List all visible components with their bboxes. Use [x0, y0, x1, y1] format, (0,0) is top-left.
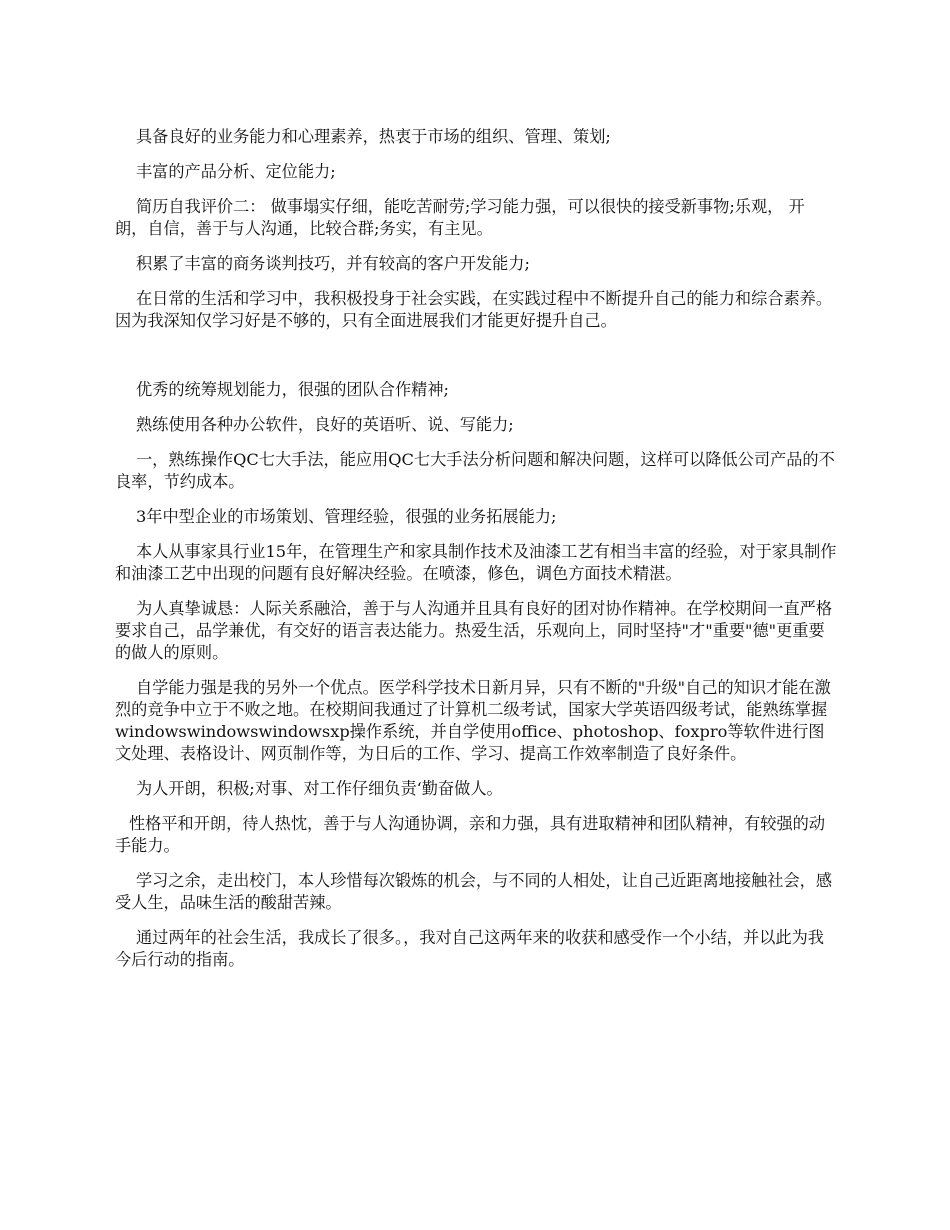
paragraph: 本人从事家具行业15年，在管理生产和家具制作技术及油漆工艺有相当丰富的经验，对于家具制作和油漆工艺中出现的问题有良好解决经验。在喷漆，修色，调色方面技术精湛。 — [115, 542, 837, 583]
paragraph: 积累了丰富的商务谈判技巧，并有较高的客户开发能力; — [136, 254, 530, 273]
paragraph: 3年中型企业的市场策划、管理经验，很强的业务拓展能力; — [136, 507, 557, 526]
paragraph: 为人真挚诚恳：人际关系融洽，善于与人沟通并且具有良好的团对协作精神。在学校期间一直严格要求自己，品学兼优，有交好的语言表达能力。热爱生活，乐观向上，同时坚持"才"重要"德"更重要的做人的原则。 — [115, 599, 833, 662]
document-body — [115, 126, 837, 984]
paragraph: 简历自我评价二： 做事塌实仔细，能吃苦耐劳;学习能力强，可以很快的接受新事物;乐观， 开朗，自信，善于与人沟通，比较合群;务实，有主见。 — [115, 197, 805, 238]
paragraph: 性格平和开朗，待人热忱，善于与人沟通协调，亲和力强，具有进取精神和团队精神，有较强的动手能力。 — [115, 814, 826, 855]
paragraph: 熟练使用各种办公软件，良好的英语听、说、写能力; — [136, 415, 514, 434]
paragraph: 一，熟练操作QC七大手法，能应用QC七大手法分析问题和解决问题，这样可以降低公司产品的不良率，节约成本。 — [115, 450, 835, 491]
paragraph: 学习之余，走出校门，本人珍惜每次锻炼的机会，与不同的人相处，让自己近距离地接触社会，感受人生，品味生活的酸甜苦辣。 — [115, 871, 833, 912]
section-gap — [115, 345, 837, 379]
paragraph: 自学能力强是我的另外一个优点。医学科学技术日新月异，只有不断的"升级"自己的知识才能在激烈的竞争中立于不败之地。在校期间我通过了计算机二级考试，国家大学英语四级考试，能熟练掌握windowswindowswindowsxp操作系统，并自学使用office、photoshop、foxpro等软件进行图文处理、表格设计、网页制作等，为日后的工作、学习、提高工作效率制造了良好条件。 — [115, 678, 831, 763]
paragraph: 优秀的统筹规划能力，很强的团队合作精神; — [136, 380, 450, 399]
paragraph: 通过两年的社会生活，我成长了很多。，我对自己这两年来的收获和感受作一个小结，并以此为我今后行动的指南。 — [115, 928, 824, 969]
paragraph: 在日常的生活和学习中，我积极投身于社会实践，在实践过程中不断提升自己的能力和综合素养。因为我深知仅学习好是不够的，只有全面进展我们才能更好提升自己。 — [115, 289, 833, 330]
paragraph: 为人开朗，积极;对事、对工作仔细负责‘勤奋做人。 — [136, 779, 503, 798]
paragraph: 丰富的产品分析、定位能力; — [136, 162, 336, 181]
paragraph: 具备良好的业务能力和心理素养，热衷于市场的组织、管理、策划; — [136, 127, 611, 146]
